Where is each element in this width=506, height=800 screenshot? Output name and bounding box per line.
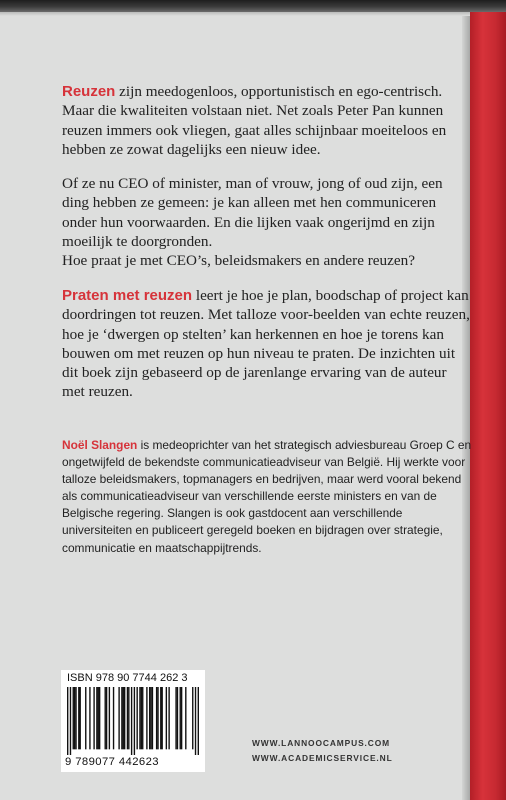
barcode-bar bbox=[70, 687, 71, 755]
blurb-question-start: Hoe praat je met bbox=[62, 252, 163, 270]
barcode-bar bbox=[67, 687, 68, 755]
barcode-bar bbox=[80, 687, 81, 749]
barcode-bar bbox=[156, 687, 157, 749]
barcode-bar bbox=[146, 687, 147, 749]
barcode-bar bbox=[157, 687, 158, 749]
barcode-bar bbox=[175, 687, 176, 749]
ean-digits: 9 789077 442623 bbox=[65, 756, 159, 768]
barcode-bar bbox=[118, 687, 119, 749]
isbn-barcode-box bbox=[61, 670, 205, 772]
barcode-bar bbox=[160, 687, 161, 749]
barcode-bar bbox=[93, 687, 94, 749]
blurb-text-1: zijn meedogenloos, opportunistisch en ego-centrisch. Maar die kwaliteiten volstaan niet. Net zoals Peter Pan kunnen reuzen immers ook vliegen, gaat alles schijnbaar moeiteloos en hebben ze zowat dagelijks een nieuw idee. bbox=[62, 83, 447, 158]
book-spine bbox=[470, 0, 506, 800]
barcode-bar bbox=[166, 687, 167, 749]
url-lannoocampus-link[interactable]: WWW.LANNOOCAMPUS.COM bbox=[252, 738, 391, 748]
barcode-bar bbox=[99, 687, 100, 749]
blurb-keyword-reuzen: Reuzen bbox=[62, 83, 116, 100]
barcode-bar bbox=[136, 687, 137, 749]
barcode-bar bbox=[152, 687, 153, 749]
blurb-text-2a: Of ze nu bbox=[62, 175, 115, 192]
url-academicservice-link[interactable]: WWW.ACADEMICSERVICE.NL bbox=[252, 753, 393, 763]
barcode-bar bbox=[150, 687, 151, 749]
ceo-abbr: CEO bbox=[118, 175, 149, 192]
barcode-bar bbox=[161, 687, 162, 749]
barcode-bar bbox=[177, 687, 178, 749]
barcode-bar bbox=[98, 687, 99, 749]
barcode-bar bbox=[180, 687, 181, 749]
top-edge bbox=[0, 0, 506, 12]
blurb-text-3: leert je hoe je plan, boodschap of project kan doordringen tot reuzen. Met talloze voor-beelden van echte reuzen, hoe je ‘dwergen op stelten’ kan herkennen en hoe je torens kan bouwen om met reuzen op hun niveau te praten. De inzichten uit dit boek zijn gebaseerd op de jarenlange ervaring van de auteur met reuzen. bbox=[62, 287, 470, 401]
barcode-bar bbox=[78, 687, 79, 749]
barcode-bar bbox=[128, 687, 129, 749]
barcode-bar bbox=[134, 687, 135, 755]
barcode-bar bbox=[141, 687, 142, 749]
barcode-bar bbox=[89, 687, 90, 749]
barcode-bar bbox=[106, 687, 107, 749]
barcode-bar bbox=[192, 687, 193, 749]
author-bio-text: is medeoprichter van het strategisch adviesbureau Groep C en ongetwijfeld de bekendste communicatieadviseur van België. Hij werkte voor talloze beleidsmakers, topmanagers en bedrijven, maar werd vooral bekend als communicatieadviseur van verschillende eerste ministers en van de Belgische regering. Slangen is ook gastdocent aan verschillende universiteiten en publiceert geregeld boeken en bijdragen over strategie, communicatie en maatschappijtrends. bbox=[62, 438, 472, 555]
barcode-bar bbox=[73, 687, 74, 749]
top-edge-gloss bbox=[0, 12, 470, 16]
barcode-bar bbox=[198, 687, 199, 755]
barcode-bar bbox=[105, 687, 106, 749]
blurb-paragraph-1 bbox=[62, 82, 472, 159]
blurb-text-2b: of minister, man of vrouw, jong of oud zijn, een ding hebben ze gemeen: je kan alleen met hen communiceren onder hun voorwaarden. En die lijken vaak ongerijmd en zijn moeilijk te doorgronden. bbox=[62, 175, 443, 250]
blurb-paragraph-2 bbox=[62, 174, 472, 270]
publisher-urls bbox=[252, 736, 393, 766]
barcode-bar bbox=[109, 687, 110, 749]
isbn-label: ISBN 978 90 7744 262 3 bbox=[67, 672, 188, 684]
barcode-bar bbox=[131, 687, 132, 755]
barcode-icon bbox=[67, 687, 199, 755]
author-bio bbox=[62, 437, 472, 557]
barcode-bar bbox=[185, 687, 186, 749]
blurb-question-end: ’s, beleidsmakers en andere reuzen? bbox=[196, 252, 415, 270]
barcode-bar bbox=[96, 687, 97, 749]
barcode-bar bbox=[124, 687, 125, 749]
barcode-bar bbox=[123, 687, 124, 749]
barcode-bar bbox=[127, 687, 128, 749]
barcode-bar bbox=[142, 687, 143, 749]
barcode-bar bbox=[85, 687, 86, 749]
barcode-bar bbox=[149, 687, 150, 749]
ceo-abbr-question: CEO bbox=[166, 252, 197, 270]
barcode-bar bbox=[181, 687, 182, 749]
barcode-bar bbox=[113, 687, 114, 749]
barcode-bar bbox=[168, 687, 169, 749]
barcode-bar bbox=[195, 687, 196, 755]
barcode-bar bbox=[75, 687, 76, 749]
author-name: Noël Slangen bbox=[62, 438, 138, 452]
barcode-bar bbox=[139, 687, 140, 749]
blurb-paragraph-3 bbox=[62, 286, 472, 402]
barcode-bar bbox=[121, 687, 122, 749]
barcode-bar bbox=[74, 687, 75, 749]
blurb-keyword-title: Praten met reuzen bbox=[62, 287, 193, 304]
